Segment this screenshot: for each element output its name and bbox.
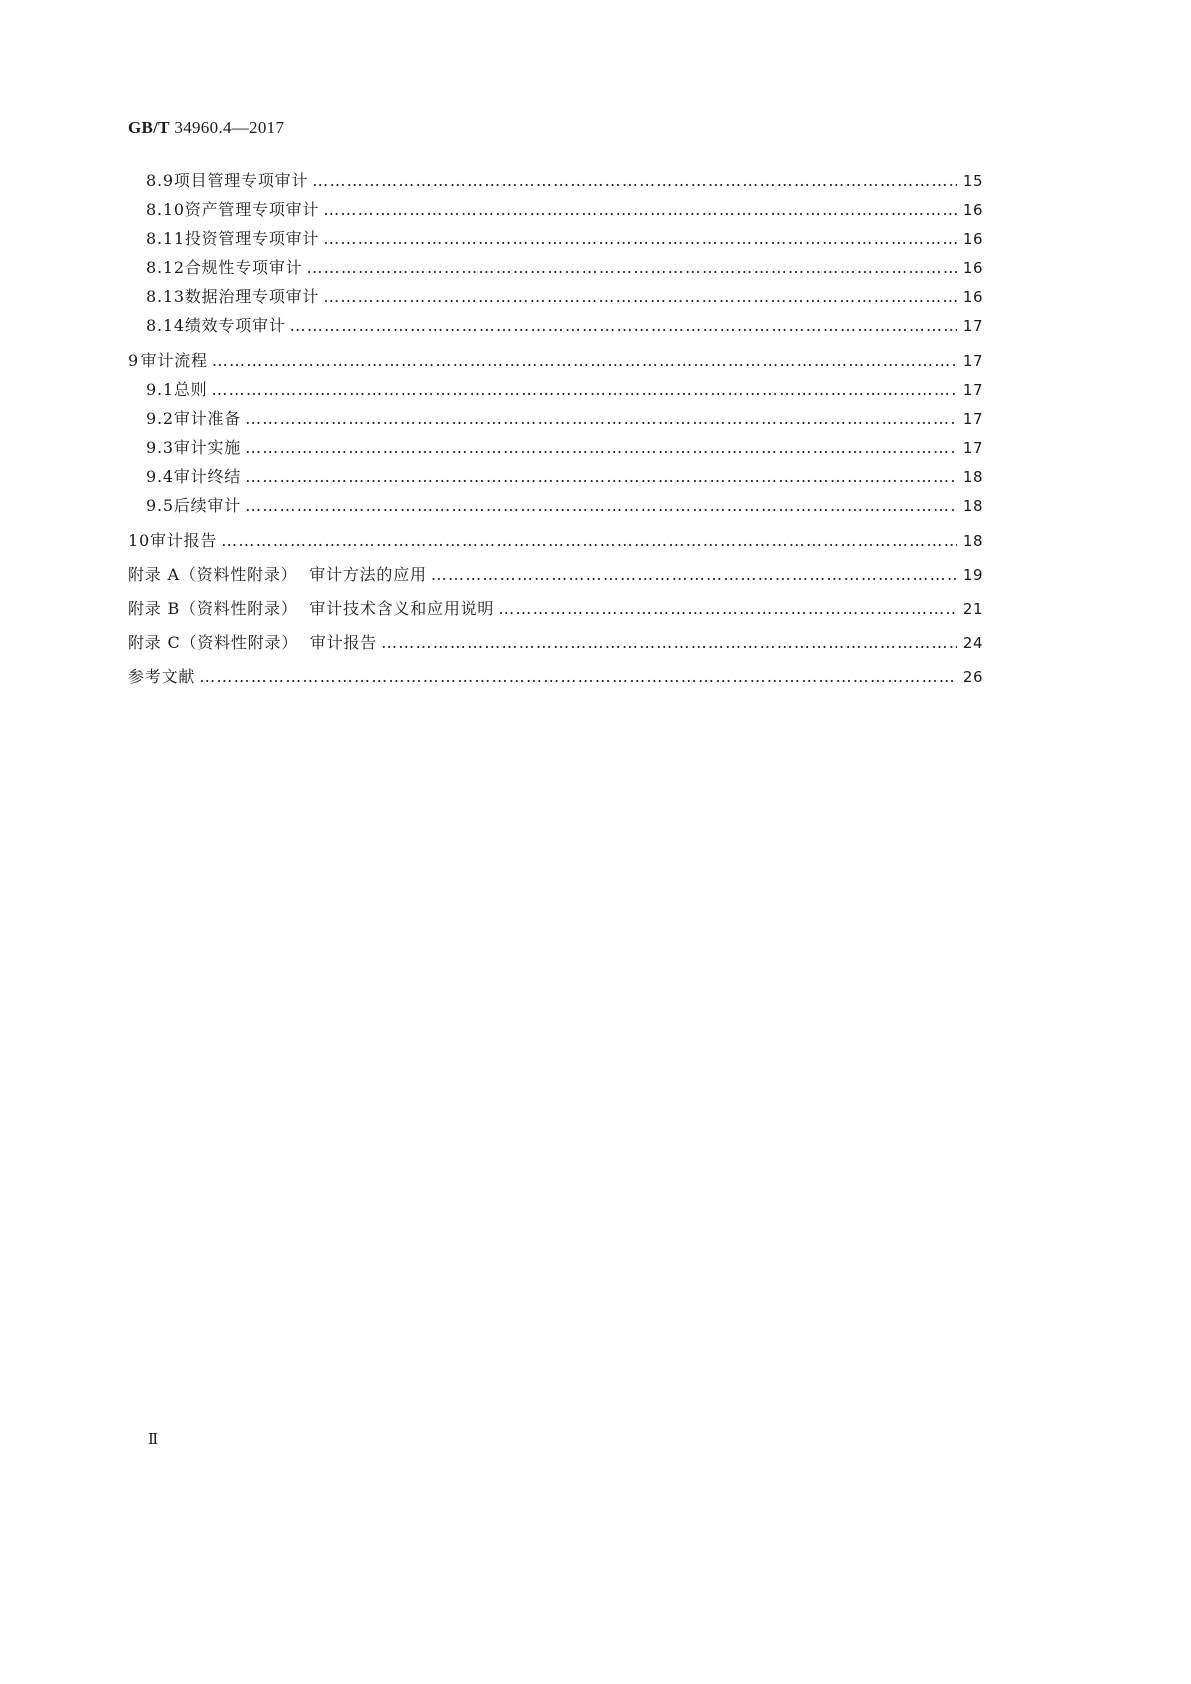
toc-entry-page: 17 — [962, 410, 983, 428]
toc-entry-title: 合规性专项审计 — [184, 258, 303, 277]
toc-entry-8-12[interactable] — [146, 258, 983, 278]
toc-leader-dots — [245, 409, 957, 429]
toc-entry-number: 8.14 — [146, 316, 185, 335]
toc-entry-page: 16 — [962, 259, 983, 277]
toc-leader-dots — [199, 667, 957, 687]
toc-entry-appendix-a[interactable] — [128, 565, 983, 585]
toc-entry-number: 9.5 — [146, 496, 174, 515]
toc-leader-dots — [221, 531, 957, 551]
toc-leader-dots — [245, 438, 957, 458]
toc-entry-10[interactable] — [128, 531, 983, 551]
toc-entry-number: 8.10 — [146, 200, 185, 219]
toc-entry-page: 18 — [962, 497, 983, 515]
toc-entry-number: 9.4 — [146, 467, 174, 486]
toc-entry-title: 附录 C（资料性附录） 审计报告 — [128, 633, 378, 652]
toc-entry-page: 26 — [962, 668, 983, 686]
toc-leader-dots — [211, 380, 957, 400]
toc-leader-dots — [212, 351, 957, 371]
toc-entry-page: 16 — [962, 288, 983, 306]
toc-entry-title: 资产管理专项审计 — [184, 200, 320, 219]
toc-entry-page: 18 — [962, 468, 983, 486]
toc-entry-8-13[interactable] — [146, 287, 983, 307]
toc-entry-title: 审计准备 — [173, 409, 242, 428]
toc-entry-number: 8.9 — [146, 171, 174, 190]
toc-entry-page: 19 — [962, 566, 983, 584]
toc-leader-dots — [306, 258, 957, 278]
toc-entry-appendix-b[interactable] — [128, 599, 983, 619]
toc-entry-title: 绩效专项审计 — [184, 316, 286, 335]
toc-entry-title: 项目管理专项审计 — [173, 171, 309, 190]
toc-entry-page: 15 — [962, 172, 983, 190]
toc-entry-page: 17 — [962, 439, 983, 457]
toc-entry-page: 17 — [962, 381, 983, 399]
toc-entry-8-9[interactable] — [146, 171, 983, 191]
standard-prefix: GB/T — [128, 118, 170, 137]
toc-entry-number: 9.1 — [146, 380, 174, 399]
toc-entry-page: 16 — [962, 230, 983, 248]
toc-entry-8-14[interactable] — [146, 316, 983, 336]
document-code — [128, 118, 284, 138]
toc-entry-title: 参考文献 — [128, 667, 196, 686]
toc-entry-9-1[interactable] — [146, 380, 983, 400]
toc-entry-title: 附录 B（资料性附录） 审计技术含义和应用说明 — [128, 599, 495, 618]
toc-entry-title: 审计流程 — [140, 351, 208, 370]
toc-entry-title: 审计实施 — [173, 438, 242, 457]
toc-entry-title: 附录 A（资料性附录） 审计方法的应用 — [128, 565, 427, 584]
toc-entry-9[interactable] — [128, 351, 983, 371]
toc-entry-page: 21 — [962, 600, 983, 618]
toc-entry-title: 审计终结 — [173, 467, 242, 486]
toc-entry-9-5[interactable] — [146, 496, 983, 516]
toc-leader-dots — [323, 287, 957, 307]
toc-entry-9-4[interactable] — [146, 467, 983, 487]
toc-entry-number: 8.12 — [146, 258, 185, 277]
toc-leader-dots — [323, 200, 957, 220]
toc-entry-8-10[interactable] — [146, 200, 983, 220]
toc-entry-number: 9.3 — [146, 438, 174, 457]
toc-entry-8-11[interactable] — [146, 229, 983, 249]
toc-leader-dots — [245, 496, 957, 516]
toc-entry-page: 16 — [962, 201, 983, 219]
toc-entry-title: 数据治理专项审计 — [184, 287, 320, 306]
toc-entry-9-2[interactable] — [146, 409, 983, 429]
toc-entry-9-3[interactable] — [146, 438, 983, 458]
toc-entry-references[interactable] — [128, 667, 983, 687]
toc-entry-number: 8.13 — [146, 287, 185, 306]
toc-entry-number: 8.11 — [146, 229, 185, 248]
toc-entry-title: 后续审计 — [173, 496, 242, 515]
toc-entry-title: 投资管理专项审计 — [184, 229, 320, 248]
toc-entry-title: 总则 — [173, 380, 208, 399]
toc-entry-appendix-c[interactable] — [128, 633, 983, 653]
toc-leader-dots — [381, 633, 957, 653]
toc-leader-dots — [312, 171, 957, 191]
standard-number: 34960.4—2017 — [174, 118, 285, 137]
toc-entry-page: 24 — [962, 634, 983, 652]
toc-leader-dots — [290, 316, 957, 336]
toc-entry-number: 10 — [128, 531, 150, 550]
toc-entry-page: 17 — [962, 317, 983, 335]
toc-entry-title: 审计报告 — [149, 531, 218, 550]
toc-entry-page: 18 — [962, 532, 983, 550]
page-number: Ⅱ — [148, 1430, 159, 1448]
toc-leader-dots — [498, 599, 957, 619]
toc-entry-number: 9 — [128, 351, 139, 370]
toc-entry-page: 17 — [962, 352, 983, 370]
toc-entry-number: 9.2 — [146, 409, 174, 428]
toc-leader-dots — [245, 467, 957, 487]
toc-leader-dots — [323, 229, 957, 249]
toc-leader-dots — [431, 565, 957, 585]
